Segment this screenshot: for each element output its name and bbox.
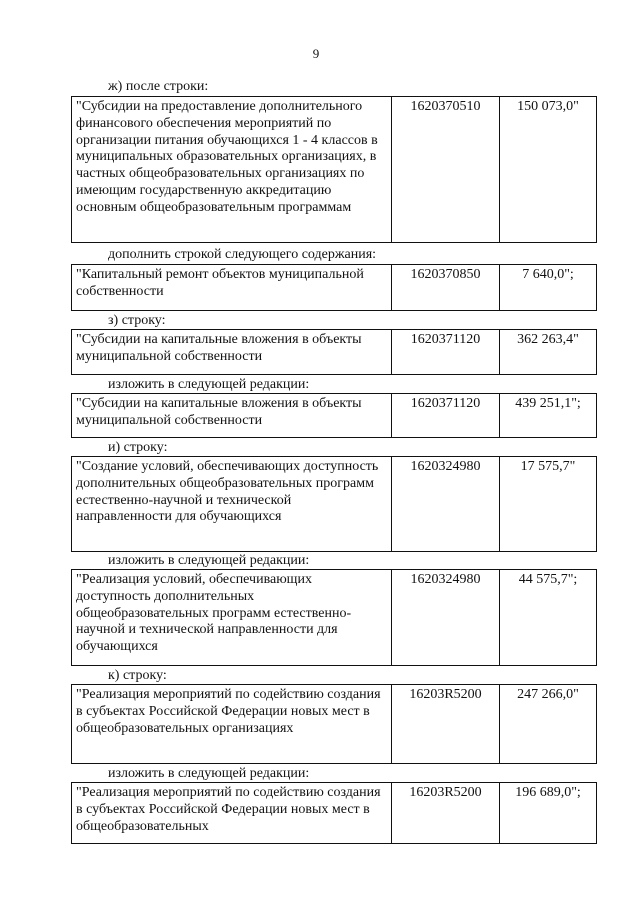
row-name: "Субсидии на капитальные вложения в объекты муниципальной собственности (72, 394, 392, 437)
table-row (71, 329, 597, 375)
row-amount: 362 263,4" (517, 332, 579, 347)
amendment-instruction: к) строку: (108, 668, 167, 683)
table-row (71, 569, 597, 666)
row-amount: 17 575,7" (520, 459, 576, 474)
amendment-instruction: з) строку: (108, 313, 166, 328)
amendment-instruction: изложить в следующей редакции: (108, 377, 310, 392)
row-code: 1620371120 (392, 394, 500, 437)
row-name: "Субсидии на капитальные вложения в объекты муниципальной собственности (72, 330, 392, 374)
row-code: 16203R5200 (392, 783, 500, 843)
amendment-instruction: изложить в следующей редакции: (108, 766, 310, 781)
row-amount: 247 266,0" (517, 687, 579, 702)
amendment-instruction: изложить в следующей редакции: (108, 553, 310, 568)
row-code: 1620370850 (392, 265, 500, 310)
row-amount: 150 073,0" (517, 99, 579, 114)
row-code: 1620324980 (392, 570, 500, 665)
row-name: "Субсидии на предоставление дополнительного финансового обеспечения мероприятий по организации питания обучающихся 1 - 4 классов в муниципальных образовательных организациях, в частных общеобразовательных организациях по имеющим государственную аккредитацию основным общеобразовательным программам (72, 97, 392, 242)
table-row (71, 96, 597, 243)
row-code: 1620324980 (392, 457, 500, 551)
table-row (71, 684, 597, 764)
row-name: "Реализация мероприятий по содействию создания в субъектах Российской Федерации новых мест в общеобразовательных (72, 783, 392, 843)
table-row (71, 264, 597, 311)
amendment-instruction: и) строку: (108, 440, 168, 455)
row-name: "Капитальный ремонт объектов муниципальной собственности (72, 265, 392, 310)
row-amount: 7 640,0"; (522, 267, 574, 282)
row-amount: 44 575,7"; (518, 572, 578, 587)
row-name: "Создание условий, обеспечивающих доступность дополнительных общеобразовательных программ естественно-научной и технической направленности для обучающихся (72, 457, 392, 551)
table-row (71, 393, 597, 438)
row-amount: 196 689,0"; (515, 785, 581, 800)
row-name: "Реализация мероприятий по содействию создания в субъектах Российской Федерации новых мест в общеобразовательных организациях (72, 685, 392, 763)
row-amount: 439 251,1"; (515, 396, 581, 411)
row-name: "Реализация условий, обеспечивающих доступность дополнительных общеобразовательных программ естественно-научной и технической направленности для обучающихся (72, 570, 392, 665)
amendment-instruction: дополнить строкой следующего содержания: (108, 247, 377, 262)
table-row (71, 782, 597, 844)
amendment-instruction: ж) после строки: (108, 79, 209, 94)
page-number: 9 (312, 46, 320, 61)
row-code: 1620370510 (392, 97, 500, 242)
row-code: 16203R5200 (392, 685, 500, 763)
table-row (71, 456, 597, 552)
row-code: 1620371120 (392, 330, 500, 374)
